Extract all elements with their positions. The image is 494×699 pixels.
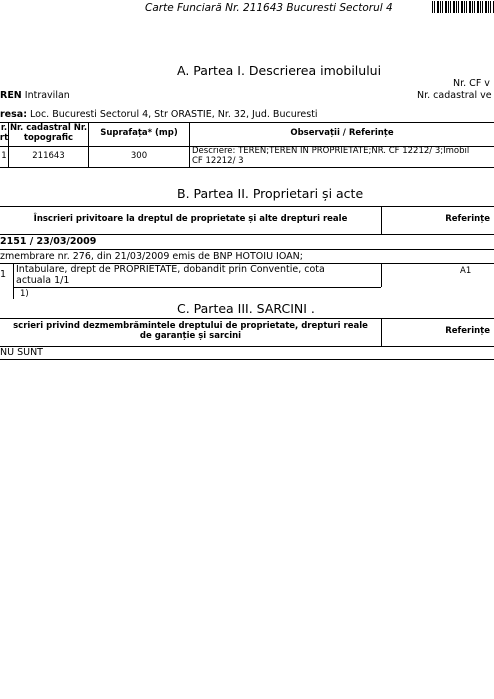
- owner-index: 1): [20, 289, 29, 299]
- document-header: Carte Funciară Nr. 211643 Bucuresti Sectorul 4: [145, 2, 393, 14]
- teren-rest: Intravilan: [21, 90, 70, 101]
- col-sarcini-referinte-header: Referințe: [445, 326, 490, 337]
- act-line: zmembrare nr. 276, din 21/03/2009 emis de BNP HOTOIU IOAN;: [0, 251, 303, 262]
- row-nrcrt: 1: [1, 150, 7, 161]
- no-encumbrances: NU SUNT: [0, 347, 43, 358]
- row-observatii-line1: Descriere: TEREN;TEREN IN PROPRIETATE;NR. CF 12212/ 3;Imobil: [192, 146, 470, 156]
- teren-bold: REN: [0, 90, 22, 101]
- col-inscrieri-header: Înscrieri privitoare la dreptul de proprietate și alte drepturi reale: [33, 214, 348, 225]
- entry-line2: actuala 1/1: [16, 275, 70, 286]
- row-cadastral: 211643: [32, 150, 65, 161]
- entry-reference: A1: [460, 266, 472, 276]
- nr-cadastral-label: Nr. cadastral ve: [417, 90, 492, 101]
- row-suprafata: 300: [130, 150, 148, 161]
- address-line: [0, 109, 318, 120]
- address-value: Loc. Bucuresti Sectorul 4, Str ORASTIE, Nr. 32, Jud. Bucuresti: [27, 109, 318, 120]
- col-cadastral-header: Nr. cadastral Nr. topografic: [9, 123, 88, 143]
- col-nrcrt-header: r. rt: [0, 123, 9, 143]
- col-sarcini-header: scrieri privind dezmembrămintele dreptului de proprietate, drepturi reale de garanție și sarcini: [13, 321, 368, 341]
- col-referinte-header: Referințe: [445, 214, 490, 225]
- entry-number: 1: [0, 269, 7, 280]
- inscriere-number: 2151 / 23/03/2009: [0, 236, 97, 247]
- part-b-title: B. Partea II. Proprietari și acte: [177, 186, 364, 201]
- teren-line: [0, 90, 70, 101]
- col-suprafata-header: Suprafața* (mp): [100, 128, 178, 139]
- col-observatii-header: Observații / Referințe: [290, 128, 394, 139]
- barcode: [432, 1, 494, 13]
- row-observatii-line2: CF 12212/ 3: [192, 156, 244, 166]
- address-label: resa:: [0, 109, 27, 120]
- nr-cf-label: Nr. CF v: [453, 78, 490, 89]
- part-a-title: A. Partea I. Descrierea imobilului: [177, 63, 382, 78]
- entry-line1: Intabulare, drept de PROPRIETATE, dobandit prin Conventie, cota: [16, 264, 325, 275]
- part-c-title: C. Partea III. SARCINI .: [177, 301, 315, 316]
